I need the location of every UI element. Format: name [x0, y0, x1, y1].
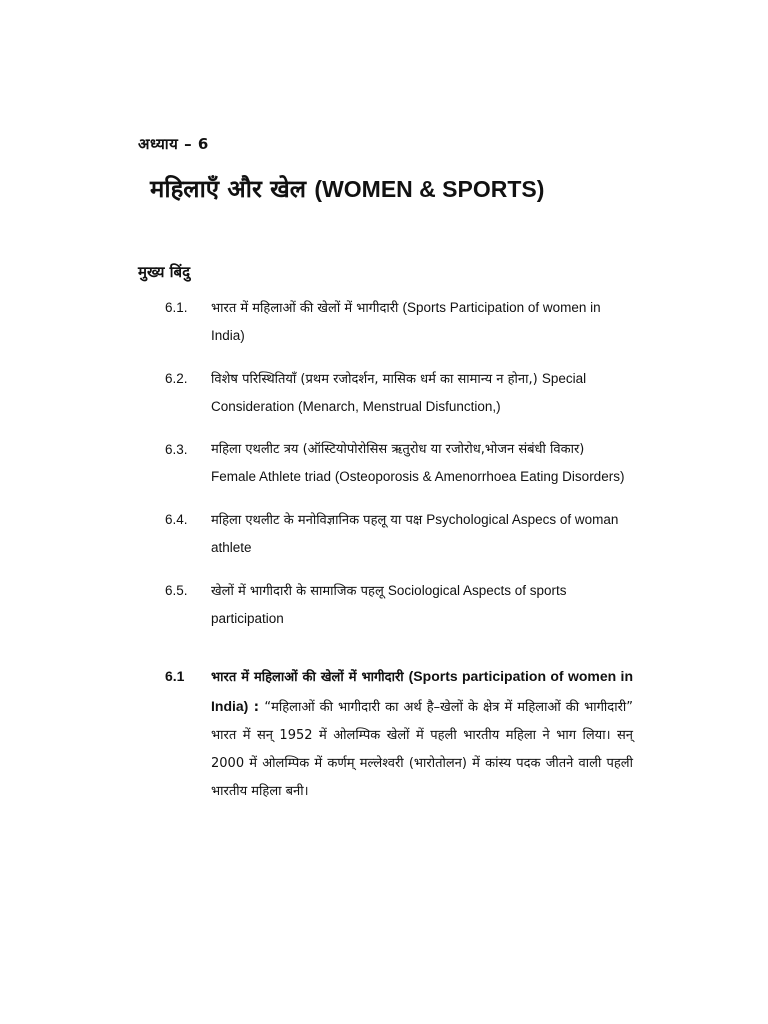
- list-item-text: [211, 294, 633, 350]
- chapter-title-hindi: महिलाएँ और खेल: [150, 175, 315, 203]
- list-item-hindi: विशेष परिस्थितियाँ (प्रथम रजोदर्शन, मासिक धर्म का सामान्य न होना,): [211, 372, 542, 387]
- list-item-number: 6.1.: [165, 300, 188, 315]
- section-body-text: “महिलाओं की भागीदारी का अर्थ है–खेलों के क्षेत्र में महिलाओं की भागीदारी” भारत में सन् 1952 में ओलम्पिक खेलों में पहली भारतीय महिला ने भाग लिया। सन् 2000 में ओलम्पिक में कर्णम् मल्लेश्वरी (भारोतोलन) में कांस्य पदक जीतने वाली पहली भारतीय महिला बनी।: [211, 700, 633, 799]
- list-item: [165, 365, 633, 421]
- section-6-1: [165, 662, 633, 806]
- chapter-title-english: (WOMEN & SPORTS): [314, 176, 545, 202]
- list-item: [165, 294, 633, 350]
- list-item-number: 6.2.: [165, 371, 188, 386]
- list-item: [165, 577, 633, 633]
- list-item-english: Sociological Aspects of sports participation: [211, 583, 567, 626]
- section-paragraph: [211, 662, 633, 806]
- list-item-number: 6.5.: [165, 583, 188, 598]
- chapter-label: अध्याय – 6: [138, 135, 209, 153]
- section-heading-hindi: भारत में महिलाओं की खेलों में भागीदारी: [211, 670, 409, 685]
- key-points-list: [165, 294, 633, 648]
- list-item-number: 6.4.: [165, 512, 188, 527]
- list-item-text: [211, 577, 633, 633]
- section-heading-suffix: :: [248, 700, 265, 715]
- list-item-english: Female Athlete triad (Osteoporosis & Amenorrhoea Eating Disorders): [211, 469, 625, 484]
- list-item-english: (Sports Participation of women in India): [211, 300, 601, 343]
- list-item: [165, 436, 633, 491]
- list-item-hindi: खेलों में भागीदारी के सामाजिक पहलू: [211, 584, 388, 599]
- list-item-text: [211, 506, 633, 562]
- section-number: 6.1: [165, 668, 185, 684]
- key-points-heading: मुख्य बिंदु: [138, 263, 191, 281]
- chapter-title: [150, 172, 544, 205]
- list-item-text: [211, 436, 633, 491]
- list-item-hindi: महिला एथलीट त्रय (ऑस्टियोपोरोसिस ऋतुरोध या रजोरोध,भोजन संबंधी विकार): [211, 442, 585, 457]
- list-item-hindi: भारत में महिलाओं की खेलों में भागीदारी: [211, 301, 403, 316]
- list-item-text: [211, 365, 633, 421]
- list-item-english: Psychological Aspecs of woman athlete: [211, 512, 619, 555]
- section-heading-english: (Sports participation of women in India): [211, 668, 633, 714]
- list-item-english: Special Consideration (Menarch, Menstrual Disfunction,): [211, 371, 587, 414]
- list-item-number: 6.3.: [165, 442, 188, 457]
- list-item: [165, 506, 633, 562]
- list-item-hindi: महिला एथलीट के मनोविज्ञानिक पहलू या पक्ष: [211, 513, 427, 528]
